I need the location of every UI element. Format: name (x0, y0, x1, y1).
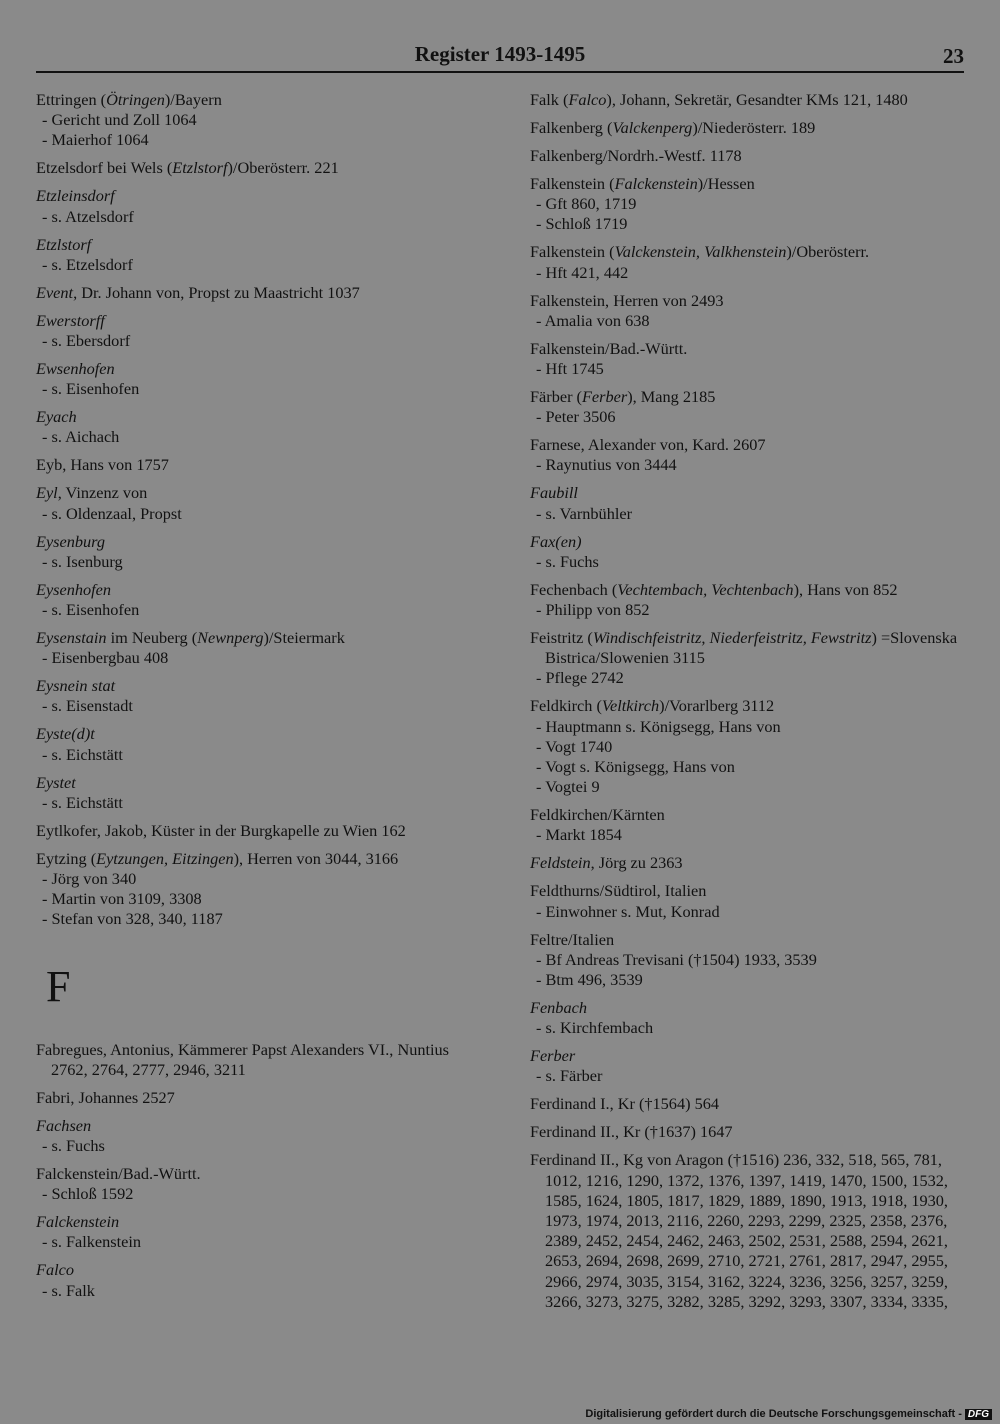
entry-subentry: - Gft 860, 1719 (536, 194, 637, 214)
entry-subentry: - s. Falkenstein (42, 1232, 142, 1252)
entry-heading-segment: ), Mang 2185 (627, 387, 716, 407)
entry-subentry: - s. Eisenhofen (42, 600, 140, 620)
index-entry (36, 283, 476, 303)
index-entry (530, 532, 970, 572)
index-entry (36, 1164, 476, 1204)
entry-subentry: - Hft 421, 442 (536, 262, 629, 282)
entry-heading-segment: )/Steiermark (263, 628, 345, 648)
entry-heading (36, 773, 476, 793)
entry-heading (36, 1116, 476, 1136)
entry-heading (36, 1088, 476, 1108)
entry-heading-segment: Eytlkofer, Jakob, Küster in der Burgkapelle zu Wien 162 (36, 820, 406, 840)
entry-subentry: - s. Kirchfembach (536, 1018, 654, 1038)
entry-heading-segment: Newnperg (197, 628, 264, 648)
entry-heading-segment: Eytzing ( (36, 848, 97, 868)
entry-subentry: - Einwohner s. Mut, Konrad (536, 901, 720, 921)
index-entry (530, 339, 970, 379)
index-entry (530, 998, 970, 1038)
entry-heading-segment: Veltkirch (601, 696, 660, 716)
entry-subentry: - Maierhof 1064 (42, 130, 149, 150)
entry-heading-segment: Falkenstein, Herren von 2493 (530, 290, 724, 310)
left-column (36, 90, 476, 1309)
index-entry (530, 696, 970, 797)
entry-heading (36, 359, 476, 379)
running-header-title: Register 1493-1495 (414, 42, 586, 66)
index-entry (36, 235, 476, 275)
entry-subentry: - Hauptmann s. Königsegg, Hans von (536, 716, 781, 736)
entry-subentry: - s. Falk (42, 1280, 95, 1300)
index-entry (36, 186, 476, 226)
entry-heading-segment: Eysenhofen (36, 579, 112, 599)
entry-heading (530, 853, 970, 873)
index-entry (530, 483, 970, 523)
entry-subentry: - s. Ebersdorf (42, 331, 131, 351)
entry-heading-segment: Ötringen (106, 90, 165, 109)
entry-subentry: - Philipp von 852 (536, 600, 650, 620)
entry-subentry: - Btm 496, 3539 (536, 970, 643, 990)
index-entry (530, 1094, 970, 1114)
entry-heading (36, 186, 476, 206)
entry-subentry: - Vogt s. Königsegg, Hans von (536, 757, 735, 777)
index-entry (530, 580, 970, 620)
entry-heading-segment: Fax(en) (530, 531, 582, 551)
entry-heading-segment: Etzlstorf (172, 158, 228, 178)
entry-subentry: - Vogtei 9 (536, 777, 600, 797)
digitization-footer (585, 1408, 992, 1420)
entry-subentry: - s. Aichach (42, 427, 120, 447)
entry-subentry: - Amalia von 638 (536, 310, 650, 330)
entry-list-e (36, 90, 476, 930)
entry-heading (36, 407, 476, 427)
entry-subentry: - s. Isenburg (42, 551, 123, 571)
index-entry (530, 1122, 970, 1142)
entry-heading-segment: Falco (568, 90, 607, 109)
entry-heading (530, 580, 970, 600)
entry-heading (36, 821, 476, 841)
entry-subentry: - s. Färber (536, 1066, 603, 1086)
entry-heading (36, 676, 476, 696)
entry-heading (530, 930, 970, 950)
index-entry (36, 849, 476, 930)
entry-heading (36, 283, 476, 303)
index-entry (530, 881, 970, 921)
entry-heading-segment: Eystet (36, 772, 76, 792)
entry-subentry: - Bf Andreas Trevisani (†1504) 1933, 3539 (536, 949, 817, 969)
index-entry (36, 724, 476, 764)
entry-subentry: - Jörg von 340 (42, 869, 137, 889)
entry-heading (36, 1260, 476, 1280)
entry-heading-segment: Eyach (36, 407, 77, 427)
entry-list-f (36, 1040, 476, 1301)
index-entry (530, 291, 970, 331)
index-entry (530, 118, 970, 138)
entry-heading (36, 532, 476, 552)
entry-list-right (530, 90, 970, 1312)
index-entry (530, 930, 970, 991)
index-entry (530, 435, 970, 475)
entry-heading (36, 1164, 476, 1184)
entry-heading (36, 311, 476, 331)
entry-heading (36, 90, 476, 110)
entry-heading-segment: Eyb, Hans von 1757 (36, 455, 169, 475)
entry-heading-segment: Ewerstorff (36, 310, 105, 330)
entry-heading (530, 881, 970, 901)
index-entry (530, 805, 970, 845)
entry-heading-segment: Eytzungen, Eitzingen (96, 848, 234, 868)
entry-heading-segment: ) =Slovenska Bistrica/Slowenien 3115 (545, 628, 958, 668)
entry-subentry: - Gericht und Zoll 1064 (42, 110, 197, 130)
index-entry (530, 146, 970, 166)
entry-heading-segment: Fabregues, Antonius, Kämmerer Papst Alexanders VI., Nuntius 2762, 2764, 2777, 2946, 3211 (36, 1039, 450, 1079)
index-entry (530, 1046, 970, 1086)
entry-heading-segment: Fabri, Johannes 2527 (36, 1087, 175, 1107)
entry-subentry: - Stefan von 328, 340, 1187 (42, 909, 223, 929)
entry-heading (530, 339, 970, 359)
entry-heading-segment: Falco (36, 1260, 74, 1280)
entry-heading-segment: Eysenburg (36, 531, 106, 551)
entry-heading-segment: , Dr. Johann von, Propst zu Maastricht 1037 (73, 282, 360, 302)
index-entry (530, 174, 970, 235)
entry-subentry: - Martin von 3109, 3308 (42, 889, 202, 909)
index-entry (36, 90, 476, 151)
entry-subentry: - s. Eisenhofen (42, 379, 140, 399)
entry-heading-segment: Fechenbach ( (530, 579, 618, 599)
index-entry (530, 1150, 970, 1312)
entry-heading-segment: Valckenstein, Valkhenstein (614, 242, 787, 262)
entry-heading-segment: ), Hans von 852 (793, 579, 898, 599)
index-entry (36, 773, 476, 813)
entry-heading-segment: )/Oberösterr. 221 (227, 158, 339, 178)
entry-heading-segment: Ferdinand II., Kg von Aragon (†1516) 236, 332, 518, 565, 781, 1012, 1216, 1290, 1372, 1376, 1397, 1419, 1470, 1500, 1532, 1585, 1624, 1805, 1817, 1829, 1889, 1890, 1913, 1918, 1930, 1973, 1974, 2013, 2116, 2260, 2293, 2299, 2325, 2358, 2376, 2389, 2452, 2454, 2462, 2463, 2502, 2531, 2588, 2594, 2621, 2653, 2694, 2698, 2699, 2710, 2721, 2761, 2817, 2947, 2955, 2966, 2974, 3035, 3154, 3162, 3224, 3236, 3256, 3257, 3259, 3266, 3273, 3275, 3282, 3285, 3292, 3293, 3307, 3334, 3335, (530, 1150, 948, 1311)
index-entry (36, 311, 476, 351)
entry-heading (530, 118, 970, 138)
entry-heading-segment: Ewsenhofen (36, 359, 115, 379)
index-entry (36, 158, 476, 178)
entry-heading (530, 483, 970, 503)
entry-heading-segment: Falckenstein (614, 174, 698, 193)
entry-heading-segment: Feistritz ( (530, 628, 593, 648)
entry-heading-segment: Eyste(d)t (36, 724, 95, 744)
index-entry (36, 483, 476, 523)
entry-heading-segment: Ferber (581, 387, 628, 407)
entry-heading (530, 532, 970, 552)
entry-heading (530, 291, 970, 311)
entry-subentry: - s. Eisenstadt (42, 696, 133, 716)
index-entry (530, 242, 970, 282)
index-entry (36, 407, 476, 447)
entry-heading (36, 849, 476, 869)
entry-heading-segment: )/Niederösterr. 189 (692, 118, 816, 137)
entry-heading-segment: Feldstein (530, 853, 591, 873)
entry-subentry: - s. Varnbühler (536, 503, 633, 523)
index-entry (36, 1212, 476, 1252)
entry-subentry: - Pflege 2742 (536, 668, 624, 688)
index-entry (36, 1116, 476, 1156)
entry-subentry: - s. Eichstätt (42, 792, 123, 812)
entry-heading-segment: Feldkirchen/Kärnten (530, 805, 665, 825)
entry-heading (530, 174, 970, 194)
entry-heading (36, 1040, 476, 1080)
entry-heading-segment: Fachsen (36, 1115, 92, 1135)
index-entry (36, 1040, 476, 1080)
index-entry (530, 387, 970, 427)
index-entry (530, 90, 970, 110)
entry-heading-segment: Falkenstein ( (530, 174, 615, 193)
entry-heading (530, 242, 970, 262)
entry-heading-segment: Ferber (530, 1046, 576, 1066)
entry-heading-segment: Etzlstorf (36, 234, 92, 254)
entry-heading-segment: Feldkirch ( (530, 696, 602, 716)
entry-heading (36, 628, 476, 648)
entry-subentry: - Eisenbergbau 408 (42, 648, 169, 668)
entry-heading-segment: Eyl (36, 483, 58, 503)
entry-heading-segment: Farnese, Alexander von, Kard. 2607 (530, 435, 766, 455)
entry-heading (36, 235, 476, 255)
entry-heading (36, 483, 476, 503)
entry-subentry: - Schloß 1719 (536, 214, 628, 234)
entry-heading (530, 90, 970, 110)
entry-heading (530, 435, 970, 455)
entry-heading (530, 628, 970, 668)
entry-heading-segment: , Vinzenz von (57, 483, 148, 503)
entry-heading-segment: Ferdinand II., Kr (†1637) 1647 (530, 1122, 733, 1142)
entry-heading (36, 724, 476, 744)
entry-heading (36, 580, 476, 600)
entry-heading-segment: )/Hessen (697, 174, 755, 193)
section-letter: F (46, 961, 71, 1011)
entry-heading-segment: Falk ( (530, 90, 569, 109)
entry-subentry: - Peter 3506 (536, 407, 616, 427)
header-rule (36, 71, 964, 73)
entry-subentry: - s. Atzelsdorf (42, 206, 134, 226)
dfg-logo: DFG (965, 1409, 992, 1420)
entry-heading-segment: Falckenstein/Bad.-Württ. (36, 1164, 201, 1184)
entry-subentry: - s. Etzelsdorf (42, 254, 133, 274)
entry-subentry: - s. Eichstätt (42, 744, 123, 764)
entry-subentry: - Hft 1745 (536, 359, 604, 379)
entry-heading-segment: Event (36, 282, 74, 302)
entry-heading-segment: Feldthurns/Südtirol, Italien (530, 881, 707, 901)
index-entry (36, 580, 476, 620)
entry-heading-segment: ), Johann, Sekretär, Gesandter KMs 121, 1480 (606, 90, 908, 109)
entry-heading-segment: Falkenstein/Bad.-Württ. (530, 338, 688, 358)
entry-heading-segment: )/Vorarlberg 3112 (659, 696, 775, 716)
entry-heading-segment: Falkenberg/Nordrh.-Westf. 1178 (530, 146, 742, 165)
entry-subentry: - s. Fuchs (42, 1136, 105, 1156)
entry-heading-segment: Färber ( (530, 387, 582, 407)
entry-heading-segment: im Neuberg ( (106, 628, 198, 648)
index-entry (36, 1260, 476, 1300)
entry-subentry: - Markt 1854 (536, 825, 622, 845)
entry-heading-segment: )/Oberösterr. (786, 242, 870, 262)
entry-heading-segment: Falckenstein (36, 1212, 120, 1232)
entry-heading-segment: Windischfeistritz, Niederfeistritz, Fewstritz (592, 628, 872, 648)
entry-heading-segment: Falkenstein ( (530, 242, 615, 262)
index-entry (36, 359, 476, 399)
entry-heading-segment: Faubill (530, 483, 578, 503)
index-entry (36, 676, 476, 716)
entry-heading-segment: Fenbach (530, 998, 587, 1018)
entry-heading (530, 696, 970, 716)
entry-heading-segment: Etzleinsdorf (36, 186, 115, 206)
entry-heading (530, 1046, 970, 1066)
index-entry (36, 628, 476, 668)
index-entry (36, 1088, 476, 1108)
index-entry (530, 628, 970, 689)
entry-heading (530, 998, 970, 1018)
entry-subentry: - s. Oldenzaal, Propst (42, 503, 182, 523)
entry-heading (530, 805, 970, 825)
entry-subentry: - Raynutius von 3444 (536, 455, 677, 475)
index-entry (36, 532, 476, 572)
entry-heading-segment: Ettringen ( (36, 90, 107, 109)
entry-heading-segment: )/Bayern (164, 90, 222, 109)
entry-heading-segment: Feltre/Italien (530, 929, 615, 949)
right-column (530, 90, 970, 1320)
entry-heading (530, 387, 970, 407)
entry-heading-segment: , Jörg zu 2363 (590, 853, 683, 873)
entry-heading-segment: Etzelsdorf bei Wels ( (36, 158, 173, 178)
page-number: 23 (943, 44, 964, 68)
entry-heading (530, 1094, 970, 1114)
entry-heading (530, 1150, 970, 1312)
entry-heading-segment: Vechtembach, Vechtenbach (617, 579, 794, 599)
entry-heading (36, 455, 476, 475)
entry-subentry: - s. Fuchs (536, 551, 599, 571)
footer-text: Digitalisierung gefördert durch die Deutsche Forschungsgemeinschaft - (585, 1408, 962, 1420)
entry-heading-segment: ), Herren von 3044, 3166 (233, 848, 399, 868)
entry-heading-segment: Valckenperg (612, 118, 693, 137)
entry-heading-segment: Falkenberg ( (530, 118, 613, 137)
index-entry (530, 853, 970, 873)
index-entry (36, 821, 476, 841)
entry-heading (530, 1122, 970, 1142)
entry-subentry: - Vogt 1740 (536, 736, 613, 756)
entry-heading-segment: Eysenstain (36, 628, 107, 648)
entry-subentry: - Schloß 1592 (42, 1184, 134, 1204)
entry-heading (36, 1212, 476, 1232)
entry-heading (36, 158, 476, 178)
entry-heading (530, 146, 970, 166)
entry-heading-segment: Eysnein stat (36, 676, 116, 696)
entry-heading-segment: Ferdinand I., Kr (†1564) 564 (530, 1094, 720, 1114)
index-entry (36, 455, 476, 475)
